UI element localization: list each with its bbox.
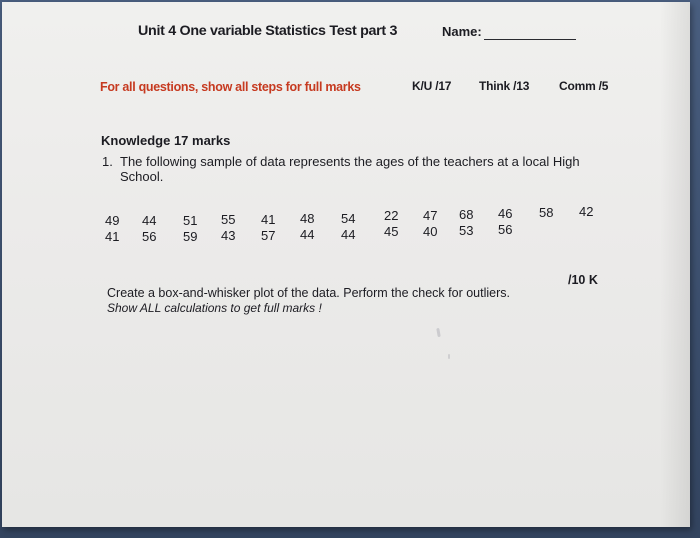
data-value: 57 — [261, 228, 276, 243]
data-value: 56 — [498, 222, 513, 237]
data-value: 46 — [498, 206, 513, 221]
question-text: The following sample of data represents the ages of the teachers at a local High School. — [120, 154, 580, 184]
data-value: 59 — [183, 229, 198, 244]
data-value: 41 — [261, 212, 276, 227]
name-label: Name: — [442, 24, 482, 39]
data-value: 55 — [221, 212, 236, 227]
data-value: 51 — [183, 213, 198, 228]
ku-marks: K/U /17 — [412, 79, 452, 93]
comm-marks: Comm /5 — [559, 79, 609, 93]
section-title: Knowledge 17 marks — [101, 133, 231, 148]
think-marks: Think /13 — [479, 79, 530, 93]
data-value: 49 — [105, 213, 120, 228]
question-number: 1. — [102, 154, 113, 169]
data-value: 41 — [105, 229, 120, 244]
name-blank-line — [484, 39, 576, 40]
data-value: 45 — [384, 224, 399, 239]
data-value: 42 — [579, 204, 594, 219]
data-value: 68 — [459, 207, 474, 222]
data-value: 44 — [341, 227, 356, 242]
task-instruction: Show ALL calculations to get full marks ! — [107, 301, 322, 315]
marking-instructions: For all questions, show all steps for full marks — [100, 80, 361, 94]
task-text: Create a box-and-whisker plot of the data. Perform the check for outliers. — [107, 286, 510, 300]
data-value: 47 — [423, 208, 438, 223]
data-value: 48 — [300, 211, 315, 226]
data-value: 54 — [341, 211, 356, 226]
pen-mark — [448, 354, 450, 359]
data-value: 40 — [423, 224, 438, 239]
data-value: 43 — [221, 228, 236, 243]
data-value: 56 — [142, 229, 157, 244]
pen-mark — [436, 328, 441, 337]
test-title: Unit 4 One variable Statistics Test part 3 — [138, 23, 398, 38]
data-value: 44 — [300, 227, 315, 242]
data-value: 22 — [384, 208, 399, 223]
data-value: 53 — [459, 223, 474, 238]
question-score: /10 K — [568, 273, 598, 287]
data-value: 44 — [142, 213, 157, 228]
test-paper — [2, 2, 690, 527]
data-value: 58 — [539, 205, 554, 220]
